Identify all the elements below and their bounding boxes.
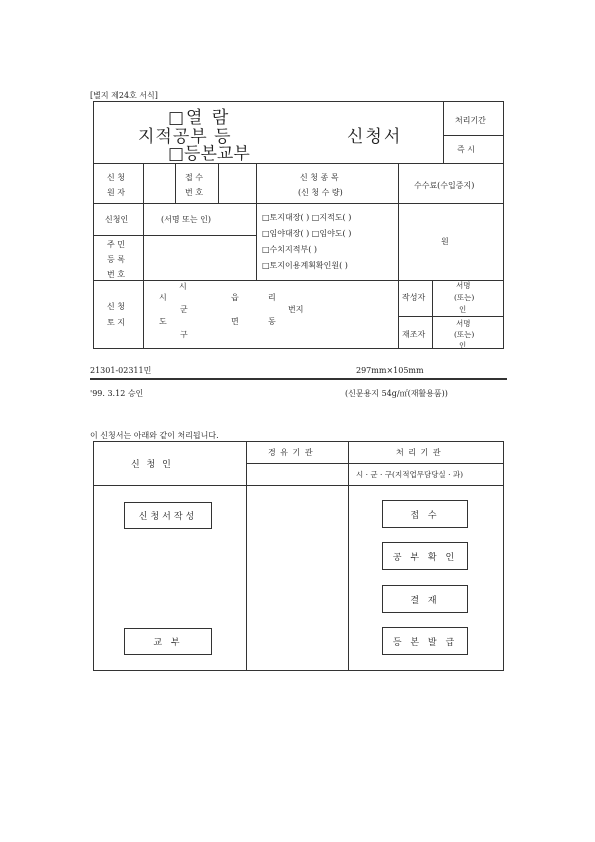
land-dong: 동 — [268, 317, 276, 326]
land-label1: 신 청 — [107, 302, 125, 311]
receipt-label2: 번 호 — [185, 188, 203, 197]
receipt-label1: 접 수 — [185, 173, 203, 182]
title-line3: □등본교부 — [168, 144, 250, 164]
form-code: 21301-02311민 — [90, 366, 152, 375]
col-line — [175, 163, 176, 203]
col-line — [432, 280, 433, 349]
applicant-label2: 원 자 — [107, 188, 125, 197]
applicant-label1: 신 청 — [107, 173, 125, 182]
processing-divider — [443, 101, 444, 163]
checker-sign-3: 인 — [459, 341, 467, 350]
title-divider — [93, 163, 504, 164]
land-ri: 리 — [268, 293, 276, 302]
items-sub: (신 청 수 량) — [298, 188, 343, 197]
title-line1: □열 람 — [168, 108, 231, 128]
step-approve-box: 결 재 — [382, 585, 468, 613]
item-line-3: □수치지적부( ) — [262, 245, 317, 254]
flow-col-process-sub: 시 · 군 · 구(지적업무담당실 · 과) — [356, 470, 464, 479]
processing-period-value: 즉 시 — [457, 145, 475, 154]
flow-col-applicant: 신 청 인 — [131, 460, 173, 470]
col-line — [398, 280, 399, 349]
flow-intro: 이 신청서는 아래와 같이 처리됩니다. — [90, 431, 219, 440]
land-bunji: 번지 — [288, 305, 304, 314]
row-line — [93, 280, 504, 281]
land-si-top: 시 — [179, 282, 187, 291]
footer-rule — [90, 378, 507, 380]
applicant-name-label: 신청인 — [105, 215, 129, 224]
issuer-label: 작성자 — [402, 293, 426, 302]
land-gun: 군 — [180, 305, 188, 314]
flow-sub-line — [246, 463, 504, 464]
step-deliver-box: 교 부 — [124, 628, 212, 655]
issuer-sign-3: 인 — [459, 305, 467, 314]
flow-col-line — [246, 441, 247, 671]
resident-label-1: 주 민 — [107, 240, 125, 249]
step-issue-box: 등 본 발 급 — [382, 627, 468, 655]
form-number: [별지 제24호 서식] — [90, 91, 158, 100]
flow-col-relay: 경 유 기 관 — [268, 448, 314, 457]
row-line — [398, 316, 504, 317]
items-label: 신 청 종 목 — [300, 173, 339, 182]
issuer-sign-1: 서명 — [456, 281, 471, 290]
title-line2: 지적공부 등 — [138, 127, 232, 147]
item-line-1: □토지대장( ) □지적도( ) — [262, 213, 352, 222]
land-label2: 토 지 — [107, 318, 125, 327]
checker-sign-2: (또는) — [454, 330, 475, 339]
land-si: 시 — [159, 293, 167, 302]
row-line — [93, 235, 256, 236]
step-receive-box: 접 수 — [382, 500, 468, 528]
flow-head-line — [93, 485, 504, 486]
col-line — [143, 163, 144, 203]
col-line — [218, 163, 219, 203]
item-line-4: □토지이용계획확인원( ) — [262, 261, 348, 270]
resident-label-2: 등 록 — [107, 255, 125, 264]
col-line — [143, 203, 144, 280]
issuer-sign-2: (또는) — [454, 293, 475, 302]
col-line — [256, 163, 257, 280]
fee-label: 수수료(수입증지) — [414, 181, 475, 190]
signature-text: (서명 또는 인) — [161, 215, 211, 224]
land-do: 도 — [159, 317, 167, 326]
paper-spec: (신문용지 54g/㎡(재활용품)) — [345, 389, 448, 398]
fee-unit: 원 — [441, 237, 449, 246]
land-myeon: 면 — [231, 317, 239, 326]
resident-label-3: 번 호 — [107, 270, 125, 279]
title-suffix: 신청서 — [347, 127, 403, 147]
flow-col-line — [348, 441, 349, 671]
approval-date: '99. 3.12 승인 — [90, 389, 144, 398]
flow-col-process: 처 리 기 관 — [396, 448, 442, 457]
checker-sign-1: 서명 — [456, 319, 471, 328]
processing-line — [443, 135, 504, 136]
col-line — [398, 163, 399, 280]
step-write-box: 신청서작성 — [124, 502, 212, 529]
land-gu: 구 — [180, 330, 188, 339]
col-line — [143, 280, 144, 349]
form-size: 297mm×105mm — [356, 366, 424, 375]
step-check-box: 공 부 확 인 — [382, 542, 468, 570]
land-eup: 읍 — [231, 293, 239, 302]
checker-label: 재조자 — [402, 330, 426, 339]
item-line-2: □임야대장( ) □임야도( ) — [262, 229, 352, 238]
processing-period-label: 처리기간 — [455, 116, 486, 125]
row-line — [93, 203, 504, 204]
